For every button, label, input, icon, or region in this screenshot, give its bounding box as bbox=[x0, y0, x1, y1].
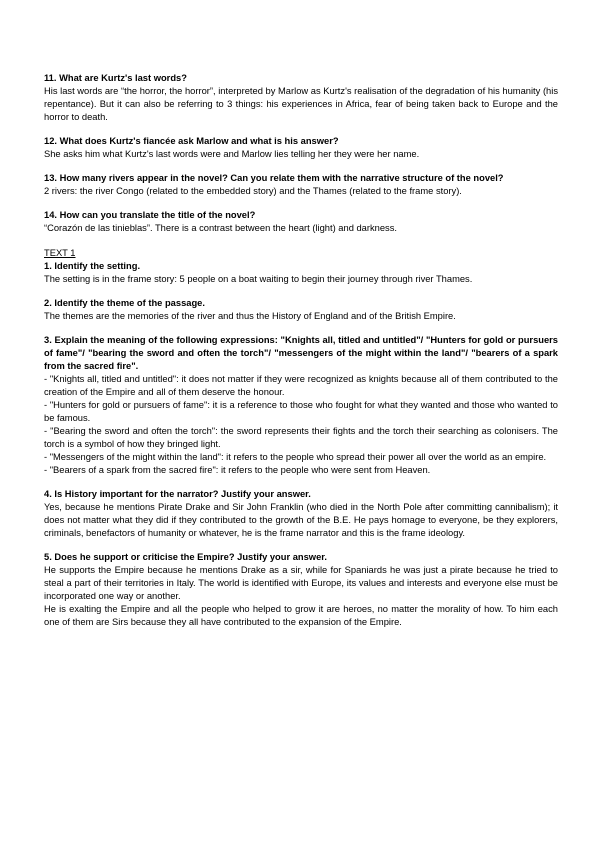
question-14-answer: “Corazón de las tinieblas”. There is a contrast between the heart (light) and darkness. bbox=[44, 223, 398, 233]
question-14-heading: 14. How can you translate the title of the novel? bbox=[44, 210, 256, 220]
text1-question-1 bbox=[44, 247, 558, 286]
expression-bearers: - "Bearers of a spark from the sacred fire": it refers to the people who were sent from Heaven. bbox=[44, 465, 431, 475]
question-13-answer: 2 rivers: the river Congo (related to the embedded story) and the Thames (related to the frame story). bbox=[44, 186, 462, 196]
text1-question-4 bbox=[44, 488, 558, 540]
document-body bbox=[44, 72, 558, 640]
text1-question-2 bbox=[44, 297, 558, 323]
expression-knights: - "Knights all, titled and untitled": it does not matter if they were recognized as knights because all of them contributed to the creation of the Empire and all of them deserve the honour. bbox=[44, 374, 558, 397]
question-12-heading: 12. What does Kurtz's fiancée ask Marlow and what is his answer? bbox=[44, 136, 339, 146]
text1-question-4-heading: 4. Is History important for the narrator? Justify your answer. bbox=[44, 489, 311, 499]
expression-messengers: - "Messengers of the might within the land": it refers to the people who spread their power all over the world as an empire. bbox=[44, 452, 547, 462]
question-11 bbox=[44, 72, 558, 124]
expression-sword-torch: - "Bearing the sword and often the torch": the sword represents their fights and the torch their searching as colonisers. The torch is a symbol of how they bringed light. bbox=[44, 426, 558, 449]
text1-question-1-heading: 1. Identify the setting. bbox=[44, 261, 141, 271]
text1-question-5-answer-part-2: He is exalting the Empire and all the people who helped to grow it are heroes, no matter the morality of how. To him each one of them are Sirs because they all have contributed to the expansion of the Empire. bbox=[44, 604, 558, 627]
text1-question-5-answer-part-1: He supports the Empire because he mentions Drake as a sir, while for Spaniards he was just a pirate because he tried to steal a part of their territories in Italy. The world is identified with Europe, its values and interests and everyone else must be incorporated one way or another. bbox=[44, 565, 558, 601]
question-13 bbox=[44, 172, 558, 198]
text1-question-2-heading: 2. Identify the theme of the passage. bbox=[44, 298, 205, 308]
text1-question-5-heading: 5. Does he support or criticise the Empire? Justify your answer. bbox=[44, 552, 327, 562]
text1-question-3-heading: 3. Explain the meaning of the following expressions: "Knights all, titled and untitled"/ "Hunters for gold or pursuers of fame"/ "bearing the sword and often the torch"/ "messengers of the might within the land"/ "bearers of a spark from the sacred fire". bbox=[44, 335, 558, 371]
question-11-heading: 11. What are Kurtz's last words? bbox=[44, 73, 187, 83]
question-12-answer: She asks him what Kurtz's last words were and Marlow lies telling her they were her name. bbox=[44, 149, 420, 159]
text1-question-3 bbox=[44, 334, 558, 477]
text1-question-4-answer: Yes, because he mentions Pirate Drake and Sir John Franklin (who died in the North Pole after committing cannibalism); it does not matter what they did if they contributed to the growth of the B.E. He pays homage to everyone, be they explorers, criminals, benefactors of humanity or whatever, he is the frame narrator and this is the frame ideology. bbox=[44, 502, 558, 538]
text1-question-2-answer: The themes are the memories of the river and thus the History of England and of the British Empire. bbox=[44, 311, 456, 321]
question-13-heading: 13. How many rivers appear in the novel? Can you relate them with the narrative structure of the novel? bbox=[44, 173, 504, 183]
question-11-answer: His last words are “the horror, the horror”, interpreted by Marlow as Kurtz's realisation of the degradation of his humanity (his repentance). But it can also be referring to 3 things: his experiences in Africa, fear of being taken back to Europe and the horror to death. bbox=[44, 86, 558, 122]
text1-question-1-answer: The setting is in the frame story: 5 people on a boat waiting to begin their journey through river Thames. bbox=[44, 274, 473, 284]
expression-hunters: - "Hunters for gold or pursuers of fame": it is a reference to those who fought for what they wanted and those who wanted to be famous. bbox=[44, 400, 558, 423]
section-label-text-1: TEXT 1 bbox=[44, 248, 76, 258]
question-12 bbox=[44, 135, 558, 161]
question-14 bbox=[44, 209, 558, 235]
text1-question-5 bbox=[44, 551, 558, 629]
